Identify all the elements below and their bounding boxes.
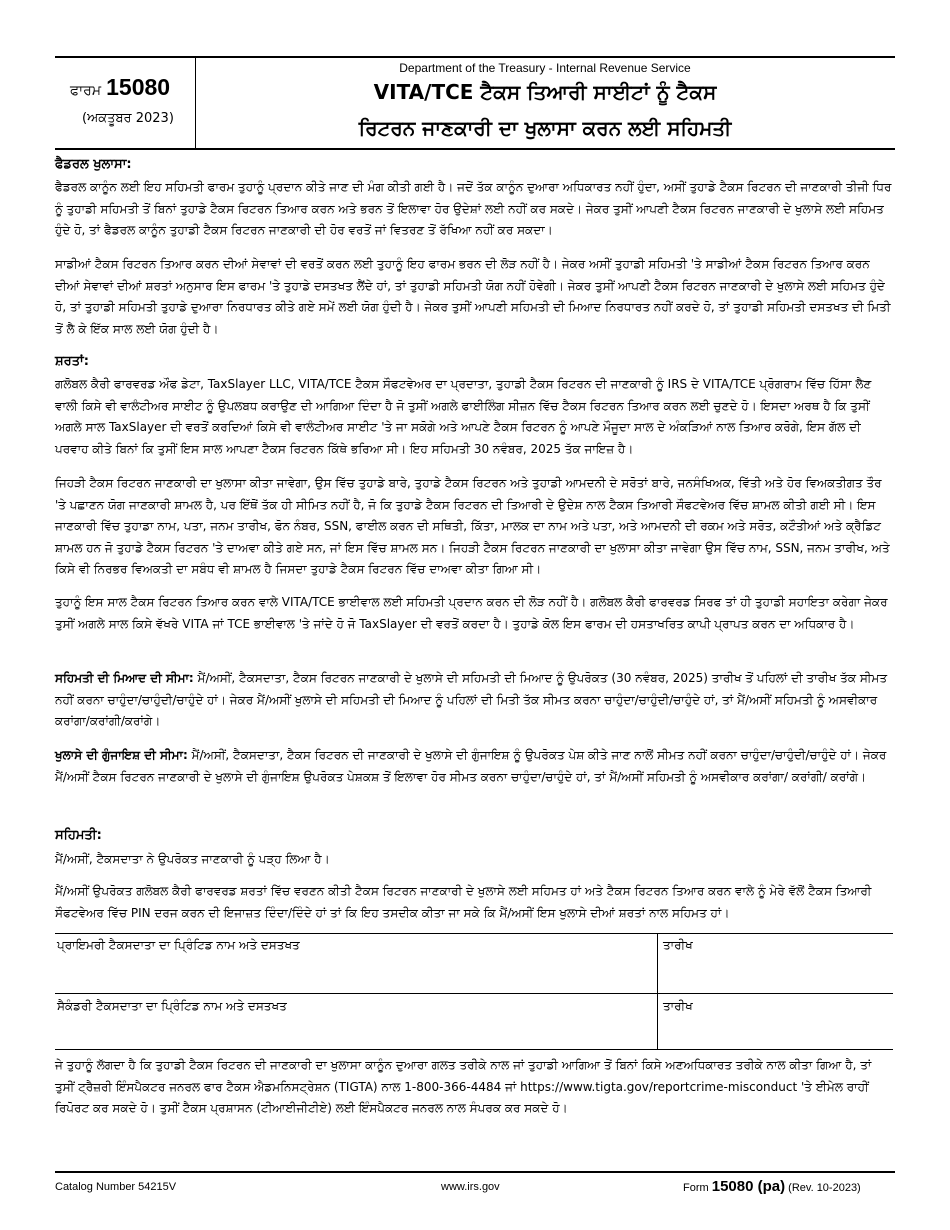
revision-date: (Rev. 10-2023) — [788, 1182, 861, 1194]
form-number-block — [70, 74, 190, 101]
signature-column-divider — [657, 933, 658, 1050]
header-top-rule — [55, 56, 895, 58]
federal-heading: ਫੈਡਰਲ ਖੁਲਾਸਾ: — [55, 157, 132, 172]
tigta-notice: ਜੇ ਤੁਹਾਨੂੰ ਲੱਗਦਾ ਹੈ ਕਿ ਤੁਹਾਡੀ ਟੈਕਸ ਰਿਟਰਨ ਦੀ ਜਾਣਕਾਰੀ ਦਾ ਖੁਲਾਸਾ ਕਾਨੂੰਨ ਦੁਆਰਾ ਗਲਤ ਤਰੀਕੇ ਨਾਲ ਜਾਂ ਤੁਹਾਡੀ ਆਗਿਆ ਤੋਂ ਬਿਨਾਂ ਕਿਸੇ ਅਣਅਧਿਕਾਰਤ ਤਰੀਕੇ ਨਾਲ ਕੀਤਾ ਗਿਆ ਹੈ, ਤਾਂ ਤੁਸੀਂ ਟ੍ਰੈਜ਼ਰੀ ਇੰਸਪੈਕਟਰ ਜਨਰਲ ਫਾਰ ਟੈਕਸ ਐਡਮਨਿਸਟ੍ਰੇਸ਼ਨ (TIGTA) ਨਾਲ 1-800-366-4484 ਜਾਂ https://www.tigta.gov/reportcrime-misconduct 'ਤੇ ਈਮੇਲ ਰਾਹੀਂ ਰਿਪੋਰਟ ਕਰ ਸਕਦੇ ਹੋ। ਤੁਸੀਂ ਟੈਕਸ ਪ੍ਰਸ਼ਾਸਨ (ਟੀਆਈਜੀਟੀਏ) ਲਈ ਇੰਸਪੈਕਟਰ ਜਨਰਲ ਨਾਲ ਸੰਪਰਕ ਕਰ ਸਕਦੇ ਹੋ। — [55, 1058, 872, 1115]
form-number: 15080 — [106, 74, 171, 100]
signature-top-rule — [55, 933, 893, 934]
consent-heading: ਸਹਿਮਤੀ: — [55, 828, 102, 843]
terms-paragraph-2: ਜਿਹੜੀ ਟੈਕਸ ਰਿਟਰਨ ਜਾਣਕਾਰੀ ਦਾ ਖੁਲਾਸਾ ਕੀਤਾ ਜਾਵੇਗਾ, ਉਸ ਵਿੱਚ ਤੁਹਾਡੇ ਬਾਰੇ, ਤੁਹਾਡੇ ਟੈਕਸ ਰਿਟਰਨ ਅਤੇ ਤੁਹਾਡੀ ਆਮਦਨੀ ਦੇ ਸਰੋਤਾਂ ਬਾਰੇ, ਜਨਸੰਖਿਅਕ, ਵਿੱਤੀ ਅਤੇ ਹੋਰ ਵਿਅਕਤੀਗਤ ਤੌਰ 'ਤੇ ਪਛਾਣਨ ਯੋਗ ਜਾਣਕਾਰੀ ਸ਼ਾਮਲ ਹੈ, ਪਰ ਇੱਥੋਂ ਤੱਕ ਹੀ ਸੀਮਿਤ ਨਹੀਂ ਹੈ, ਜੋ ਕਿ ਤੁਹਾਡੇ ਟੈਕਸ ਰਿਟਰਨ ਦੀ ਤਿਆਰੀ ਦੇ ਉਦੇਸ਼ ਨਾਲ ਟੈਕਸ ਤਿਆਰੀ ਸੌਫਟਵੇਅਰ ਵਿੱਚ ਸ਼ਾਮਲ ਕੀਤੀ ਗਈ ਸੀ। ਇਸ ਜਾਣਕਾਰੀ ਵਿੱਚ ਤੁਹਾਡਾ ਨਾਮ, ਪਤਾ, ਜਨਮ ਤਾਰੀਖ, ਫੋਨ ਨੰਬਰ, SSN, ਫਾਈਲ ਕਰਨ ਦੀ ਸਥਿਤੀ, ਕਿੱਤਾ, ਮਾਲਕ ਦਾ ਨਾਮ ਅਤੇ ਪਤਾ, ਅਤੇ ਆਮਦਨੀ ਦੀ ਰਕਮ ਅਤੇ ਸਰੋਤ, ਕਟੌਤੀਆਂ ਅਤੇ ਕ੍ਰੈਡਿਟ ਸ਼ਾਮਲ ਹਨ ਜੋ ਤੁਹਾਡੇ ਟੈਕਸ ਰਿਟਰਨ 'ਤੇ ਦਾਅਵਾ ਕੀਤੇ ਗਏ ਸਨ, ਜਾਂ ਇਸ ਵਿੱਚ ਸ਼ਾਮਲ ਸਨ। ਜਿਹੜੀ ਟੈਕਸ ਰਿਟਰਨ ਜਾਣਕਾਰੀ ਦਾ ਖੁਲਾਸਾ ਕੀਤਾ ਜਾਵੇਗਾ ਉਸ ਵਿੱਚ ਨਾਮ, SSN, ਜਨਮ ਤਾਰੀਖ, ਅਤੇ ਕਿਸੇ ਵੀ ਨਿਰਭਰ ਵਿਅਕਤੀ ਦਾ ਸਬੰਧ ਵੀ ਸ਼ਾਮਲ ਹੈ ਜਿਸਦਾ ਤੁਹਾਡੇ ਟੈਕਸ ਰਿਟਰਨ ਵਿੱਚ ਦਾਅਵਾ ਕੀਤਾ ਗਿਆ ਸੀ। — [55, 476, 890, 576]
federal-paragraph-2: ਸਾਡੀਆਂ ਟੈਕਸ ਰਿਟਰਨ ਤਿਆਰ ਕਰਨ ਦੀਆਂ ਸੇਵਾਵਾਂ ਦੀ ਵਰਤੋਂ ਕਰਨ ਲਈ ਤੁਹਾਨੂੰ ਇਹ ਫਾਰਮ ਭਰਨ ਦੀ ਲੋੜ ਨਹੀਂ ਹੈ। ਜੇਕਰ ਅਸੀਂ ਤੁਹਾਡੀ ਸਹਿਮਤੀ 'ਤੇ ਸਾਡੀਆਂ ਟੈਕਸ ਰਿਟਰਨ ਤਿਆਰ ਕਰਨ ਦੀਆਂ ਸੇਵਾਵਾਂ ਦੀਆਂ ਸ਼ਰਤਾਂ ਅਨੁਸਾਰ ਇਸ ਫਾਰਮ 'ਤੇ ਤੁਹਾਡੇ ਦਸਤਖਤ ਲੈਂਦੇ ਹਾਂ, ਤਾਂ ਤੁਹਾਡੀ ਸਹਿਮਤੀ ਯੋਗ ਨਹੀਂ ਹੋਵੇਗੀ। ਜੇਕਰ ਤੁਸੀਂ ਆਪਣੀ ਟੈਕਸ ਰਿਟਰਨ ਜਾਣਕਾਰੀ ਦੇ ਖੁਲਾਸੇ ਲਈ ਸਹਿਮਤ ਹੁੰਦੇ ਹੋ, ਤਾਂ ਤੁਹਾਡੀ ਸਹਿਮਤੀ ਤੁਹਾਡੇ ਦੁਆਰਾ ਨਿਰਧਾਰਤ ਕੀਤੇ ਗਏ ਸਮੇਂ ਲਈ ਯੋਗ ਹੁੰਦੀ ਹੈ। ਜੇਕਰ ਤੁਸੀਂ ਆਪਣੀ ਸਹਿਮਤੀ ਦੀ ਮਿਆਦ ਨਿਰਧਾਰਤ ਨਹੀਂ ਕਰਦੇ ਹੋ, ਤਾਂ ਤੁਹਾਡੀ ਸਹਿਮਤੀ ਦਸਤਖਤ ਦੀ ਮਿਤੀ ਤੋਂ ਲੈ ਕੇ ਇੱਕ ਸਾਲ ਲਈ ਯੋਗ ਹੁੰਦੀ ਹੈ। — [55, 257, 891, 336]
page-title-line2: ਰਿਟਰਨ ਜਾਣਕਾਰੀ ਦਾ ਖੁਲਾਸਾ ਕਰਨ ਲਈ ਸਹਿਮਤੀ — [358, 116, 732, 140]
catalog-number: Catalog Number 54215V — [55, 1181, 177, 1193]
signature-bottom-rule — [55, 1049, 893, 1050]
form-date: (ਅਕਤੂਬਰ 2023) — [82, 111, 174, 126]
form-revision — [683, 1178, 861, 1195]
terms-heading: ਸ਼ਰਤਾਂ: — [55, 354, 89, 369]
form-prefix: Form — [683, 1182, 709, 1194]
terms-paragraph-1: ਗਲੋਬਲ ਕੈਰੀ ਫਾਰਵਰਡ ਔਫ ਡੇਟਾ, TaxSlayer LLC, VITA/TCE ਟੈਕਸ ਸੌਫਟਵੇਅਰ ਦਾ ਪ੍ਰਦਾਤਾ, ਤੁਹਾਡੀ ਟੈਕਸ ਰਿਟਰਨ ਦੀ ਜਾਣਕਾਰੀ ਨੂੰ IRS ਦੇ VITA/TCE ਪ੍ਰੋਗਰਾਮ ਵਿੱਚ ਹਿੱਸਾ ਲੈਣ ਵਾਲੀ ਕਿਸੇ ਵੀ ਵਾਲੰਟੀਅਰ ਸਾਈਟ ਨੂੰ ਉਪਲਬਧ ਕਰਾਉਣ ਦੀ ਆਗਿਆ ਦਿੰਦਾ ਹੈ ਜੋ ਤੁਸੀਂ ਅਗਲੇ ਫਾਈਲਿੰਗ ਸੀਜ਼ਨ ਵਿੱਚ ਟੈਕਸ ਰਿਟਰਨ ਤਿਆਰ ਕਰਨ ਲਈ ਚੁਣਦੇ ਹੋ। ਇਸਦਾ ਅਰਥ ਹੈ ਕਿ ਤੁਸੀਂ ਅਗਲੇ ਸਾਲ TaxSlayer ਦੀ ਵਰਤੋਂ ਕਰਦਿਆਂ ਕਿਸੇ ਵੀ ਵਾਲੰਟੀਅਰ ਸਾਈਟ 'ਤੇ ਜਾ ਸਕੋਗੇ ਅਤੇ ਆਪਣੇ ਟੈਕਸ ਰਿਟਰਨ ਨੂੰ ਆਪਣੇ ਮੌਜੂਦਾ ਸਾਲ ਦੇ ਅੰਕੜਿਆਂ ਨਾਲ ਤਿਆਰ ਕਰੋਗੇ, ਇਸ ਗੱਲ ਦੀ ਪਰਵਾਹ ਕੀਤੇ ਬਿਨਾਂ ਕਿ ਤੁਸੀਂ ਇਸ ਸਾਲ ਆਪਣਾ ਟੈਕਸ ਰਿਟਰਨ ਕਿੱਥੇ ਭਰਿਆ ਸੀ। ਇਹ ਸਹਿਮਤੀ 30 ਨਵੰਬਰ, 2025 ਤੱਕ ਜਾਇਜ਼ ਹੈ। — [55, 377, 872, 456]
footer-rule — [55, 1171, 895, 1173]
scope-limit-paragraph — [55, 745, 893, 788]
duration-limit-label: ਸਹਿਮਤੀ ਦੀ ਮਿਆਦ ਦੀ ਸੀਮਾ: — [55, 671, 194, 685]
scope-limit-label: ਖੁਲਾਸੇ ਦੀ ਗੁੰਜਾਇਸ਼ ਦੀ ਸੀਮਾ: — [55, 748, 188, 762]
terms-paragraph-3: ਤੁਹਾਨੂੰ ਇਸ ਸਾਲ ਟੈਕਸ ਰਿਟਰਨ ਤਿਆਰ ਕਰਨ ਵਾਲੇ VITA/TCE ਭਾਈਵਾਲ ਲਈ ਸਹਿਮਤੀ ਪ੍ਰਦਾਨ ਕਰਨ ਦੀ ਲੋੜ ਨਹੀਂ ਹੈ। ਗਲੋਬਲ ਕੈਰੀ ਫਾਰਵਰਡ ਸਿਰਫ ਤਾਂ ਹੀ ਤੁਹਾਡੀ ਸਹਾਇਤਾ ਕਰੇਗਾ ਜੇਕਰ ਤੁਸੀਂ ਅਗਲੇ ਸਾਲ ਕਿਸੇ ਵੱਖਰੇ VITA ਜਾਂ TCE ਭਾਈਵਾਲ 'ਤੇ ਜਾਂਦੇ ਹੋ ਜੋ TaxSlayer ਦੀ ਵਰਤੋਂ ਕਰਦਾ ਹੈ। ਤੁਹਾਡੇ ਕੋਲ ਇਸ ਫਾਰਮ ਦੀ ਹਸਤਾਖਰਿਤ ਕਾਪੀ ਪ੍ਰਾਪਤ ਕਰਨ ਦਾ ਅਧਿਕਾਰ ਹੈ। — [55, 595, 888, 631]
secondary-signature-field[interactable]: ਸੈਕੰਡਰੀ ਟੈਕਸਦਾਤਾ ਦਾ ਪ੍ਰਿੰਟਿਡ ਨਾਮ ਅਤੇ ਦਸਤਖਤ — [57, 999, 287, 1013]
consent-paragraph-2: ਮੈਂ/ਅਸੀਂ ਉਪਰੋਕਤ ਗਲੋਬਲ ਕੈਰੀ ਫਾਰਵਰਡ ਸ਼ਰਤਾਂ ਵਿੱਚ ਵਰਣਨ ਕੀਤੀ ਟੈਕਸ ਰਿਟਰਨ ਜਾਣਕਾਰੀ ਦੇ ਖੁਲਾਸੇ ਲਈ ਸਹਿਮਤ ਹਾਂ ਅਤੇ ਟੈਕਸ ਰਿਟਰਨ ਤਿਆਰ ਕਰਨ ਵਾਲੇ ਨੂੰ ਮੇਰੇ ਵੱਲੋਂ ਟੈਕਸ ਤਿਆਰੀ ਸੌਫਟਵੇਅਰ ਵਿੱਚ PIN ਦਰਜ ਕਰਨ ਦੀ ਇਜਾਜ਼ਤ ਦਿੰਦਾ/ਦਿੰਦੇ ਹਾਂ ਤਾਂ ਕਿ ਇਹ ਤਸਦੀਕ ਕੀਤਾ ਜਾ ਸਕੇ ਕਿ ਮੈਂ/ਅਸੀਂ ਇਸ ਖੁਲਾਸੇ ਦੀਆਂ ਸ਼ਰਤਾਂ ਨਾਲ ਸਹਿਮਤ ਹਾਂ। — [55, 884, 872, 920]
header-divider — [195, 56, 196, 149]
primary-signature-field[interactable]: ਪ੍ਰਾਇਮਰੀ ਟੈਕਸਦਾਤਾ ਦਾ ਪ੍ਰਿੰਟਿਡ ਨਾਮ ਅਤੇ ਦਸਤਖਤ — [57, 938, 300, 952]
scope-limit-text: ਮੈਂ/ਅਸੀਂ, ਟੈਕਸਦਾਤਾ, ਟੈਕਸ ਰਿਟਰਨ ਦੀ ਜਾਣਕਾਰੀ ਦੇ ਖੁਲਾਸੇ ਦੀ ਗੁੰਜਾਇਸ਼ ਨੂੰ ਉਪਰੋਕਤ ਪੇਸ਼ ਕੀਤੇ ਜਾਣ ਨਾਲੋਂ ਸੀਮਤ ਨਹੀਂ ਕਰਨਾ ਚਾਹੁੰਦਾ/ਚਾਹੁੰਦੀ/ਚਾਹੁੰਦੇ ਹਾਂ। ਜੇਕਰ ਮੈਂ/ਅਸੀਂ ਟੈਕਸ ਰਿਟਰਨ ਜਾਣਕਾਰੀ ਦੇ ਖੁਲਾਸੇ ਦੀ ਗੁੰਜਾਇਸ਼ ਉਪਰੋਕਤ ਪੇਸ਼ਕਸ਼ ਤੋਂ ਇਲਾਵਾ ਹੋਰ ਸੀਮਤ ਕਰਨਾ ਚਾਹੁੰਦਾ/ਚਾਹੁੰਦੇ ਹਾਂ, ਤਾਂ ਮੈਂ/ਅਸੀਂ ਸਹਿਮਤੀ ਨੂੰ ਅਸਵੀਕਾਰ ਕਰਾਂਗਾ/ ਕਰਾਂਗੀ/ ਕਰਾਂਗੇ। — [55, 748, 887, 784]
signature-middle-rule — [55, 993, 893, 994]
federal-paragraph-1: ਫੈਡਰਲ ਕਾਨੂੰਨ ਲਈ ਇਹ ਸਹਿਮਤੀ ਫਾਰਮ ਤੁਹਾਨੂੰ ਪ੍ਰਦਾਨ ਕੀਤੇ ਜਾਣ ਦੀ ਮੰਗ ਕੀਤੀ ਗਈ ਹੈ। ਜਦੋਂ ਤੱਕ ਕਾਨੂੰਨ ਦੁਆਰਾ ਅਧਿਕਾਰਤ ਨਹੀਂ ਹੁੰਦਾ, ਅਸੀਂ ਤੁਹਾਡੇ ਟੈਕਸ ਰਿਟਰਨ ਦੀ ਜਾਣਕਾਰੀ ਤੀਜੀ ਧਿਰ ਨੂੰ ਤੁਹਾਡੀ ਸਹਿਮਤੀ ਤੋਂ ਬਿਨਾਂ ਤੁਹਾਡੇ ਟੈਕਸ ਰਿਟਰਨ ਤਿਆਰ ਕਰਨ ਅਤੇ ਭਰਨ ਤੋਂ ਇਲਾਵਾ ਹੋਰ ਉਦੇਸ਼ਾਂ ਲਈ ਨਹੀਂ ਕਰ ਸਕਦੇ। ਜੇਕਰ ਤੁਸੀਂ ਆਪਣੀ ਟੈਕਸ ਰਿਟਰਨ ਜਾਣਕਾਰੀ ਦੇ ਖੁਲਾਸੇ ਲਈ ਸਹਿਮਤ ਹੁੰਦੇ ਹੋ, ਤਾਂ ਫੈਡਰਲ ਕਾਨੂੰਨ ਤੁਹਾਡੀ ਟੈਕਸ ਰਿਟਰਨ ਜਾਣਕਾਰੀ ਦੀ ਹੋਰ ਵਰਤੋਂ ਜਾਂ ਵਿਤਰਣ ਤੋਂ ਰੱਖਿਆ ਨਹੀਂ ਕਰ ਸਕਦਾ। — [55, 180, 892, 237]
irs-website: www.irs.gov — [441, 1181, 500, 1193]
agency-name: Department of the Treasury - Internal Revenue Service — [399, 61, 691, 75]
secondary-date-field[interactable]: ਤਾਰੀਖ — [663, 999, 693, 1013]
form-id: 15080 (pa) — [711, 1178, 786, 1195]
primary-date-field[interactable]: ਤਾਰੀਖ — [663, 938, 693, 952]
duration-limit-text: ਮੈਂ/ਅਸੀਂ, ਟੈਕਸਦਾਤਾ, ਟੈਕਸ ਰਿਟਰਨ ਜਾਣਕਾਰੀ ਦੇ ਖੁਲਾਸੇ ਦੀ ਸਹਿਮਤੀ ਦੀ ਮਿਆਦ ਨੂੰ ਉਪਰੋਕਤ (30 ਨਵੰਬਰ, 2025) ਤਾਰੀਖ ਤੋਂ ਪਹਿਲਾਂ ਦੀ ਤਾਰੀਖ ਤੱਕ ਸੀਮਤ ਨਹੀਂ ਕਰਨਾ ਚਾਹੁੰਦਾ/ਚਾਹੁੰਦੀ/ਚਾਹੁੰਦੇ ਹਾਂ। ਜੇਕਰ ਮੈਂ/ਅਸੀਂ ਖੁਲਾਸੇ ਦੀ ਸਹਿਮਤੀ ਦੀ ਮਿਆਦ ਨੂੰ ਪਹਿਲਾਂ ਦੀ ਮਿਤੀ ਤੱਕ ਸੀਮਤ ਕਰਨਾ ਚਾਹੁੰਦਾ/ਚਾਹੁੰਦੀ/ਚਾਹੁੰਦੇ ਹਾਂ, ਤਾਂ ਮੈਂ/ਅਸੀਂ ਸਹਿਮਤੀ ਨੂੰ ਅਸਵੀਕਾਰ ਕਰਾਂਗਾ/ਕਰਾਂਗੀ/ਕਰਾਂਗੇ। — [55, 671, 887, 728]
duration-limit-paragraph — [55, 668, 893, 733]
form-label: ਫਾਰਮ — [70, 83, 102, 99]
header-bottom-rule — [55, 148, 895, 150]
page-title-line1: VITA/TCE ਟੈਕਸ ਤਿਆਰੀ ਸਾਈਟਾਂ ਨੂੰ ਟੈਕਸ — [373, 80, 717, 104]
consent-paragraph-1: ਮੈਂ/ਅਸੀਂ, ਟੈਕਸਦਾਤਾ ਨੇ ਉਪਰੋਕਤ ਜਾਣਕਾਰੀ ਨੂੰ ਪੜ੍ਹ ਲਿਆ ਹੈ। — [55, 852, 330, 866]
